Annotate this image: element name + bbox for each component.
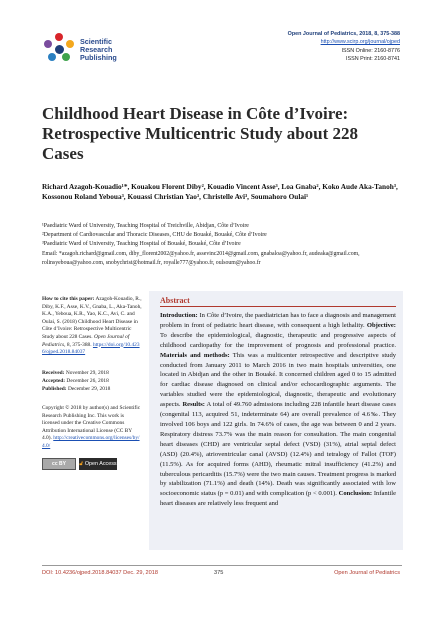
open-access-label: Open Access [84,461,117,467]
affiliation-item: ¹Paediatric Ward of University, Teaching Hospital of Treichville, Abidjan, Côte d’Ivoire [42,223,249,229]
affiliation-list [42,222,402,249]
conclusion-label: Conclusion: [338,490,373,498]
accepted-date: December 26, 2018 [66,378,109,384]
objective-label: Objective: [366,321,396,329]
publisher-logo [42,33,117,67]
abstract-divider [160,306,396,307]
methods-text: This was a multicenter retrospective and descriptive study conducted from January 2011 to March 2016 in two main hospitals universities, one located in Abidjan and the other in Bouaké. It concerned children aged 0 to 15 admitted for cardiac disease diagnosed on clinical and/or echocardiographic arguments. The variables studied were the epidemiological, diagnostic, therapeutic and evolutionary aspects. [160,351,397,409]
results-text: A total of 49.760 admissions including 228 infantile heart disease cases (congenital 113, acquired 51, indeterminate 64) are overall prevalence of 4.6‰. They involved 106 boys and 122 girls. In 74.6% of cases, the age was between 0 and 2 years. Respiratory distress 73.7% was the main reason for consultation. The main congenital heart diseases (CHD) are ventricular septal defect (VSD) (31%), atrial septal defect (ASD) (20.4%), atrioventricular canal (AVSD) (12.4%) and tetralogy of Fallot (TOF) (11.5%). As for acquired forms (AHD), rheumatic mitral insufficiency (41.2%) and tuberculous pericarditis (15.7%) were the two main causes. Treatment progress is marked by stabilization (71.1%) and death (14%). Death was significantly associated with low socioeconomic status (p = 0.01) and with complication (p < 0.001). [160,401,397,498]
abstract-heading: Abstract [160,296,190,305]
copyright-notice [42,405,142,451]
how-to-cite [42,296,142,357]
cite-doi-link[interactable]: https://doi.org/10.4236/ojped.2018.84037 [42,341,140,356]
author-list: Richard Azagoh-Kouadio¹*, Kouakou Florent Diby², Kouadio Vincent Asse³, Loa Gnaba², Koko Aude Aka-Tanoh³, Kossonou Roland Yeboua³, Kouassi Christian Yao³, Christelle Avi³, Soumahoro Oulai¹ [42,182,398,201]
article-dates [42,369,110,393]
journal-info [288,30,400,63]
article-title: Childhood Heart Disease in Côte d’Ivoire: Retrospective Multicentric Study about 228 Cases [42,104,359,163]
cite-text: Azagoh-Kouadio, R., Diby, K.F., Asse, K.V., Gnaba, L., Aka-Tanoh, K.A., Yeboua, K.R., Yao, K.C., Avi, C. and Oulai, S. (2018) Childhood Heart Disease in Côte d’Ivoire: Retrospective Multicentric Study about 228 Cases. [42,296,142,340]
open-lock-icon: 🔓︎ [79,460,83,467]
methods-label: Materials and methods: [160,351,230,359]
email-label: Email: [42,251,59,257]
open-access-badge [79,458,117,470]
journal-citation: Open Journal of Pediatrics, 2018, 8, 375-388 [287,31,400,37]
license-link[interactable]: http://creativecommons.org/licenses/by/4.0/ [42,435,140,449]
license-badges [42,458,117,470]
published-date: December 29, 2018 [67,386,111,392]
cc-by-badge-icon[interactable]: cc BY [42,458,76,470]
footer-doi: DOI: 10.4236/ojped.2018.84037 Dec. 29, 2018 [42,570,159,576]
intro-text: In Côte d’Ivoire, the paediatrician has to face a diagnosis and management problem in front of pediatric heart disease, with consequent a high lethality. [160,312,396,329]
email-addresses[interactable]: *azagoh.richard@gmail.com, diby_florent2002@yahoo.fr, assevinc2014@gmail.com, gnabaloa@yahoo.fr, audeaka@gmail.com, rolinsyeboua@yahoo.com, snobychrist@hotmail.fr, royalle777@yahoo.fr, oulsoum@yahoo.fr [42,251,360,266]
cite-label: How to cite this paper: [42,296,95,302]
results-label: Results: [182,401,205,409]
issn-print: ISSN Print: 2160-8741 [346,55,400,62]
issn-online: ISSN Online: 2160-8776 [341,47,400,54]
abstract-body [160,311,396,509]
copyright-text: Copyright © 2018 by author(s) and Scientific Research Publishing Inc. This work is licensed under the Creative Commons Attribution International License (CC BY 4.0). [42,405,141,442]
intro-label: Introduction: [160,312,198,319]
affiliation-item: ²Department of Cardiovascular and Thoracic Diseases, CHU de Bouaké, Bouaké, Côte d’Ivoire [42,231,267,238]
affiliation-item: ³Paediatric Ward of University, Teaching Hospital of Bouaké, Bouaké, Côte d’Ivoire [42,240,241,247]
received-label: Received: [42,370,65,376]
publisher-name: Scientific Research Publishing [80,37,117,62]
objective-text: To describe the epidemiological, diagnostic, therapeutic and progressive aspects of childhood cardiopathy for the improvement of prognosis and professional practice. [160,331,396,349]
published-label: Published: [42,386,67,392]
cite-volume: , 8, 375-388. [64,341,92,348]
cite-journal: Open Journal of Pediatrics [42,333,130,348]
page-number: 375 [214,570,224,576]
publisher-logo-icon [42,33,76,67]
conclusion-text: Infantile heart diseases are relatively less frequent and [160,490,397,508]
received-date: November 29, 2018 [65,370,109,376]
footer-journal-name: Open Journal of Pediatrics [334,570,400,576]
footer-divider [42,565,402,566]
email-list [42,250,402,267]
accepted-label: Accepted: [42,378,66,384]
journal-url-link[interactable]: http://www.scirp.org/journal/ojped [320,39,400,46]
